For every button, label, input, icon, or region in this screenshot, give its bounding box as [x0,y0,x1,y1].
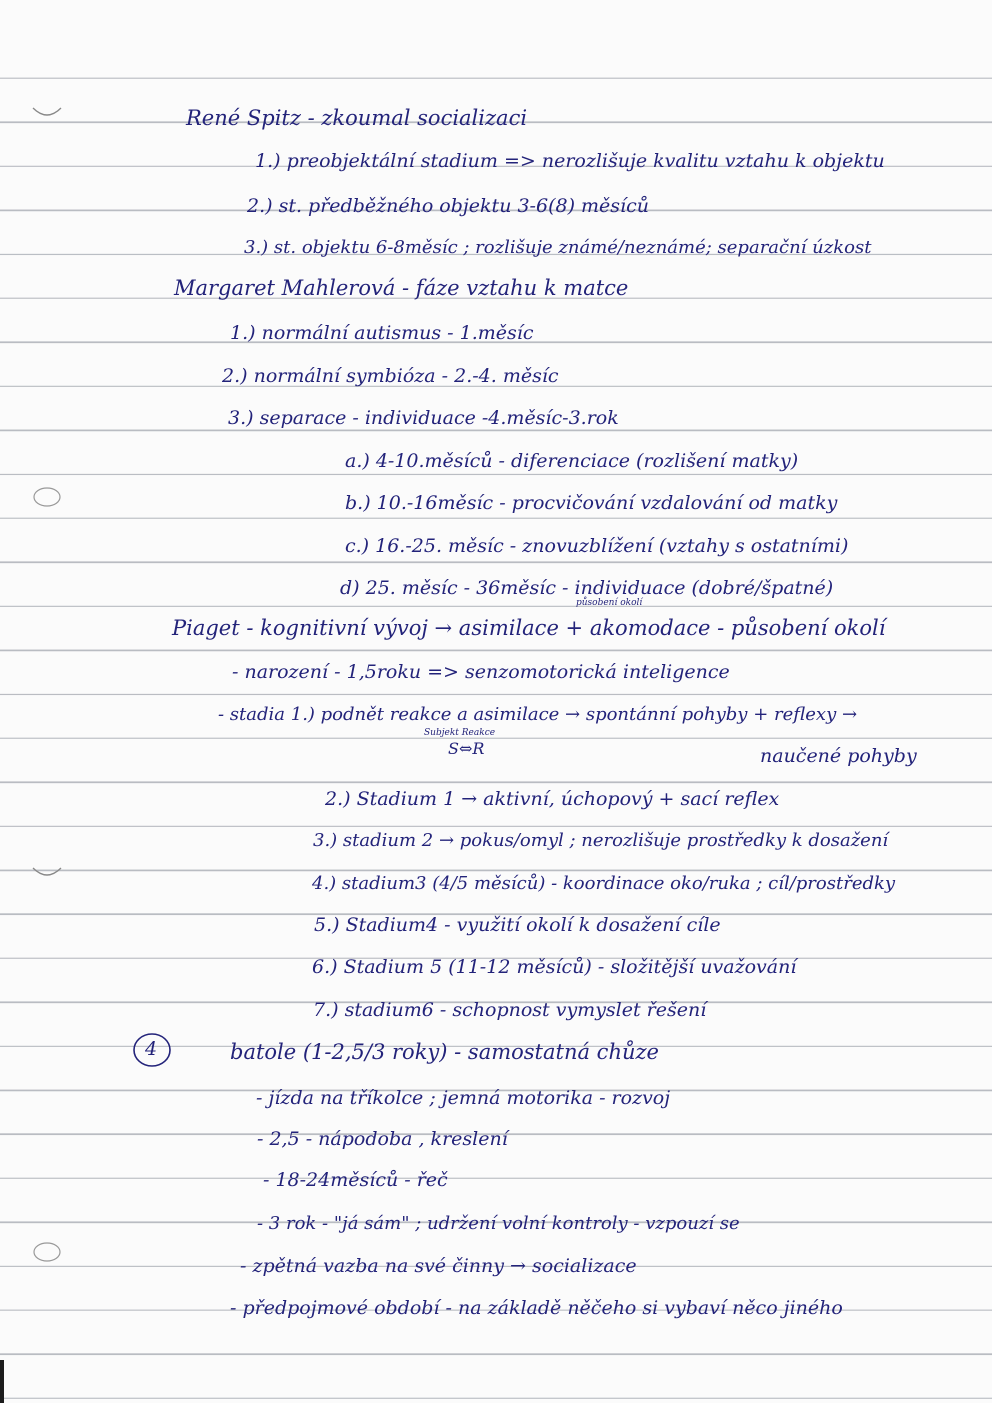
piaget-stadium-1: 2.) Stadium 1 → aktivní, úchopový + sací reflex [325,788,780,810]
annotation-subjekt-reakce: Subjekt Reakce [424,728,496,738]
annotation-okoli: působení okolí [576,598,643,608]
mahler-stage-2: 2.) normální symbióza - 2.-4. měsíc [222,365,559,387]
section-number: 4 [145,1038,158,1060]
piaget-stadium-2: 3.) stadium 2 → pokus/omyl ; nerozlišuje prostředky k dosažení [313,830,889,851]
piaget-stadium-5: 6.) Stadium 5 (11-12 měsíců) - složitější uvažování [312,956,797,978]
batole-napodoba: - 2,5 - nápodoba , kreslení [257,1128,508,1150]
punch-hole-bottom [30,1235,64,1269]
mahler-substage-a: a.) 4-10.měsíců - diferenciace (rozlišení matky) [345,450,799,472]
section-number-circle [130,1030,176,1070]
batole-zpetna-vazba: - zpětná vazba na své činny → socializace [240,1255,637,1277]
batole-predpojmove: - předpojmové období - na základě něčeho si vybaví něco jiného [230,1297,843,1319]
punch-hole-top [30,98,64,132]
piaget-stadium-4: 5.) Stadium4 - využití okolí k dosažení cíle [314,914,721,936]
piaget-stadium-6: 7.) stadium6 - schopnost vymyslet řešení [313,999,707,1021]
piaget-stadium-3: 4.) stadium3 (4/5 měsíců) - koordinace oko/ruka ; cíl/prostředky [312,873,896,894]
piaget-naucene-pohyby: naučené pohyby [760,745,917,767]
spitz-stage-3: 3.) st. objektu 6-8měsíc ; rozlišuje známé/neznámé; separační úzkost [244,237,872,258]
batole-rec: - 18-24měsíců - řeč [263,1169,448,1191]
heading-batole: batole (1-2,5/3 roky) - samostatná chůze [230,1040,659,1064]
heading-piaget: Piaget - kognitivní vývoj → asimilace + akomodace - působení okolí [172,616,886,640]
batole-jizda: - jízda na tříkolce ; jemná motorika - rozvoj [256,1087,671,1109]
symbol-s-r: S⇔R [448,739,485,758]
mahler-substage-b: b.) 10.-16měsíc - procvičování vzdalování od matky [345,492,838,514]
spitz-stage-2: 2.) st. předběžného objektu 3-6(8) měsíců [247,195,649,217]
mahler-stage-1: 1.) normální autismus - 1.měsíc [230,322,534,344]
punch-hole-upper-middle [30,480,64,514]
punch-hole-lower-middle [30,858,64,892]
mahler-stage-3: 3.) separace - individuace -4.měsíc-3.rok [228,407,619,429]
batole-ja-sam: - 3 rok - "já sám" ; udržení volní kontroly - vzpouzí se [257,1213,740,1234]
piaget-stadia-1: - stadia 1.) podnět reakce a asimilace → spontánní pohyby + reflexy → [218,704,858,725]
spitz-stage-1: 1.) preobjektální stadium => nerozlišuje kvalitu vztahu k objektu [255,150,885,172]
mahler-substage-c: c.) 16.-25. měsíc - znovuzblížení (vztahy s ostatními) [345,535,849,557]
mahler-substage-d: d) 25. měsíc - 36měsíc - individuace (dobré/špatné) [340,577,834,599]
heading-rene-spitz: René Spitz - zkoumal socializaci [186,106,528,130]
piaget-senzomotoricka: - narození - 1,5roku => senzomotorická inteligence [232,661,730,683]
heading-mahlerova: Margaret Mahlerová - fáze vztahu k matce [174,276,629,300]
scan-edge [0,1360,4,1403]
